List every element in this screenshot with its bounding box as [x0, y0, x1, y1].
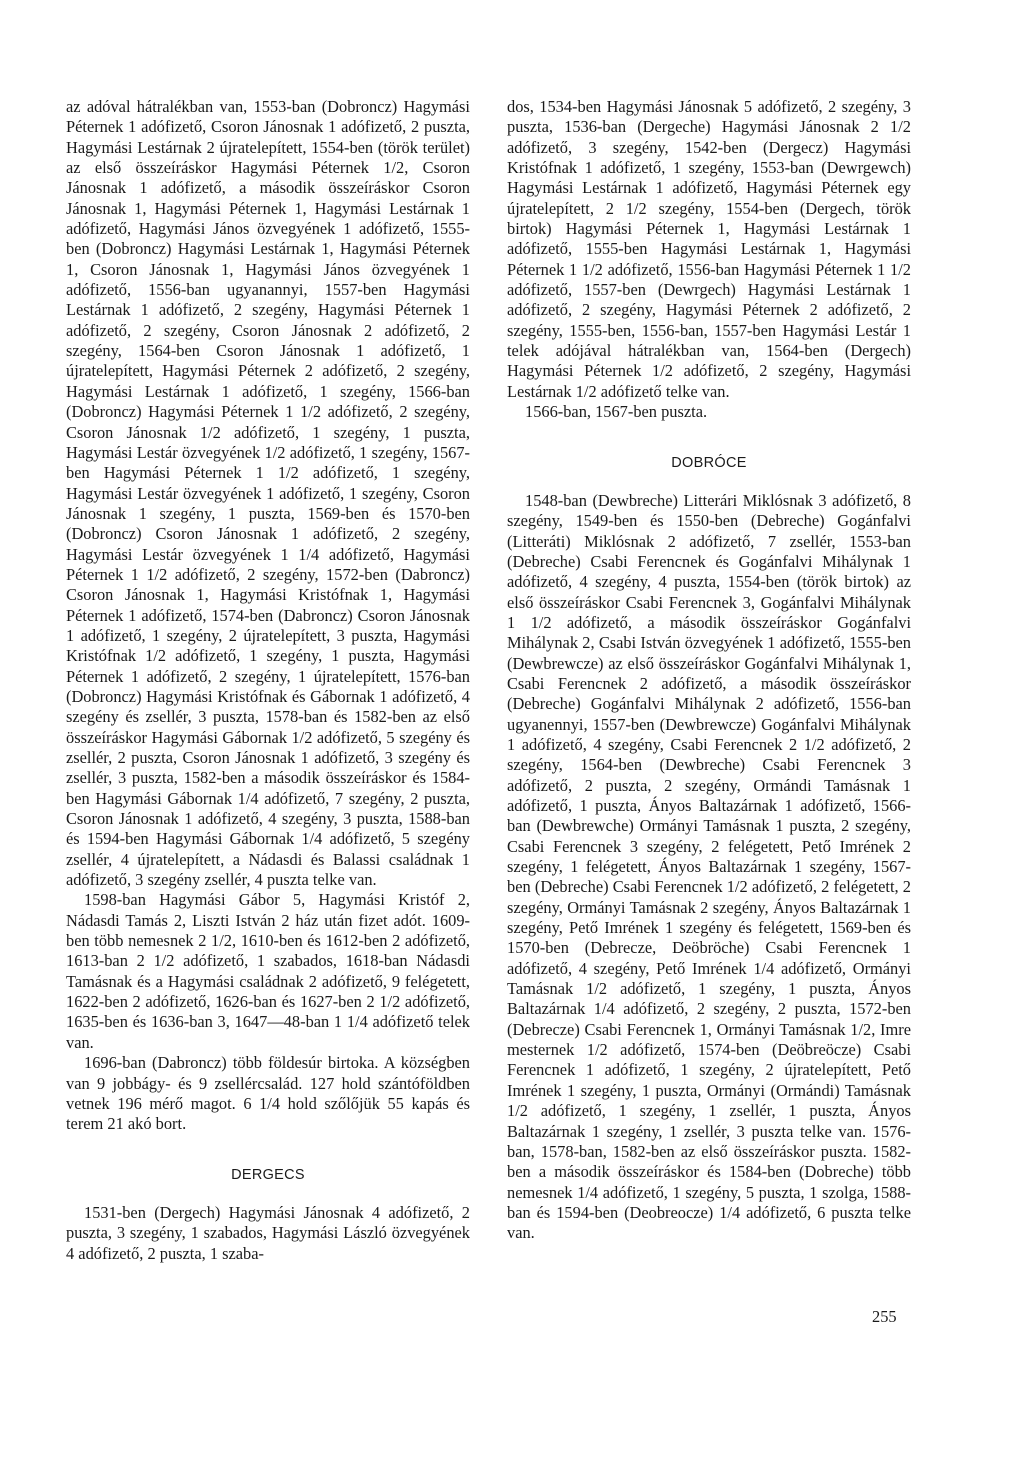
section-heading-dobroce: DOBRÓCE — [671, 454, 747, 471]
paragraph-dergecs-continued: dos, 1534-ben Hagymási Jánosnak 5 adófizető, 2 szegény, 3 puszta, 1536-ban (Dergeche) Hagymási Jánosnak 2 1/2 adófizető, 3 szegény, 1542-ben (Dergecz) Hagymási Kristófnak 1 adófizető, 1 szegény, 1553-ban (Dewrgewch) Hagymási Lestárnak 1 adófizető, Hagymási Péternek egy újratelepített, 2 1/2 szegény, 1554-ben (Dergech, török birtok) Hagymási Péternek 1, Hagymási Lestárnak 1 adófizető, 1555-ben Hagymási Lestárnak 1, Hagymási Péternek 1 1/2 adófizető, 1556-ban Hagymási Péternek 1 1/2 adófizető, 1557-ben (Dewrgech) Hagymási Lestárnak 1 adófizető, 2 szegény, Hagymási Péternek 2 adófizető, 2 szegény, 1555-ben, 1556-ban, 1557-ben Hagymási Lestár 1 telek adójával hátralékban van, 1564-ben (Dergech) Hagymási Péternek 1/2 adófizető, 2 szegény, Hagymási Lestárnak 1/2 adófizető telke van. — [507, 97, 911, 401]
page-number: 255 — [872, 1307, 897, 1326]
paragraph-dobroncz-1598: 1598-ban Hagymási Gábor 5, Hagymási Kristóf 2, Nádasdi Tamás 2, Liszti István 2 ház után fizet adót. 1609-ben több nemesnek 2 1/2, 1610-ben és 1612-ben 2 adófizető, 1613-ban 2 1/2 adófizető, 1 szabados, 1618-ban Nádasdi Tamásnak és a Hagymási családnak 2 adófizető, 9 felégetett, 1622-ben 2 adófizető, 1626-ban és 1627-ben 2 1/2 adófizető, 1635-ben és 1636-ban 3, 1647—48-ban 1 1/4 adófizető telek van. — [66, 890, 470, 1052]
paragraph-dergecs-1566: 1566-ban, 1567-ben puszta. — [525, 402, 708, 422]
right-column — [507, 97, 911, 1244]
section-heading-dergecs: DERGECS — [231, 1166, 305, 1183]
paragraph-dobroce-1548: 1548-ban (Dewbreche) Litterári Miklósnak 3 adófizető, 8 szegény, 1549-ben és 1550-ben (Debreche) Gogánfalvi (Litteráti) Miklósnak 2 adófizető, 7 zsellér, 1553-ban (Debreche) Csabi Ferencnek és Gogánfalvi Mihálynak 1 adófizető, 4 szegény, 4 puszta, 1554-ben (török birtok) az első összeíráskor Csabi Ferencnek 3, Gogánfalvi Mihálynak 1 1/2 adófizető, a második összeíráskor Gogánfalvi Mihálynak 2, Csabi István özvegyének 1 adófizető, 1555-ben (Dewbrewcze) az első összeíráskor Gogánfalvi Mihálynak 1, Csabi Ferencnek 2 adófizető, a második összeíráskor (Debreche) Gogánfalvi Mihálynak 2 adófizető, 1556-ban ugyanennyi, 1557-ben (Dewbrewcze) Gogánfalvi Mihálynak 1 adófizető, 4 szegény, Csabi Ferencnek 2 1/2 adófizető, 2 szegény, 1564-ben (Dewbreche) Csabi Ferencnek 3 adófizető, 2 puszta, 2 szegény, Ormándi Tamásnak 1 adófizető, 1 puszta, Ányos Baltazárnak 1 adófizető, 1566-ban (Dewbrewche) Ormányi Tamásnak 1 puszta, 2 szegény, Csabi Ferencnek 3 szegény, 2 felégetett, Pető Imrének 2 szegény, 1 felégetett, Ányos Baltazárnak 1 szegény, 1567-ben (Debreche) Csabi Ferencnek 1/2 adófizető, 2 felégetett, 2 szegény, Ormányi Tamásnak 2 szegény, Ányos Baltazárnak 1 szegény, Pető Imrének 1 szegény és felégetett, 1569-ben és 1570-ben (Debrecze, Deöbröche) Csabi Ferencnek 1 adófizető, 4 szegény, Pető Imrének 1/4 adófizető, Ormányi Tamásnak 1/2 adófizető, 1 szegény, 1 puszta, Ányos Baltazárnak 1/4 adófizető, 2 szegény, 2 puszta, 1572-ben (Debrecze) Csabi Ferencnek 1, Ormányi Tamásnak 1/2, Imre mesternek 1/2 adófizető, 1574-ben (Deöbreöcze) Csabi Ferencnek 1 adófizető, 1 szegény, 2 újratelepített, Pető Imrének 1 szegény, 1 puszta, Ormányi (Ormándi) Tamásnak 1/2 adófizető, 1 szegény, 1 zsellér, 1 puszta, Ányos Baltazárnak 1 szegény, 1 zsellér, 3 puszta telke van. 1576-ban, 1578-ban, 1582-ben az első összeíráskor puszta. 1582-ben a második összeíráskor és 1584-ben (Dobreche) több nemesnek 1/4 adófizető, 1 szegény, 5 puszta, 1 szolga, 1588-ban és 1594-ben (Deobreocze) 1/4 adófizető, 6 puszta telke van. — [507, 490, 911, 1243]
paragraph-dobroncz-continued: az adóval hátralékban van, 1553-ban (Dobroncz) Hagymási Péternek 1 adófizető, Csoron Jánosnak 1 adófizető, 2 puszta, Hagymási Lestárnak 2 újratelepített, 1554-ben (török terület) az első összeíráskor Hagymási Péternek 1/2, Csoron Jánosnak 1 adófizető, a második összeíráskor Csoron Jánosnak 1, Hagymási Péternek 1, Hagymási Lestárnak 1 adófizető, Hagymási János özvegyének 1 adófizető, 1555-ben (Dobroncz) Hagymási Lestárnak 1, Hagymási Péternek 1, Csoron Jánosnak 1, Hagymási János özvegyének 1 adófizető, 1556-ban ugyanannyi, 1557-ben Hagymási Lestárnak 1 adófizető, 2 szegény, Hagymási Péternek 1 adófizető, 2 szegény, Csoron Jánosnak 2 adófizető, 2 szegény, 1564-ben Csoron Jánosnak 1 adófizető, 1 újratelepített, Hagymási Péternek 2 adófizető, 2 szegény, Hagymási Lestárnak 1 adófizető, 1 szegény, 1566-ban (Dobroncz) Hagymási Péternek 1 1/2 adófizető, 2 szegény, Csoron Jánosnak 1/2 adófizető, 1 szegény, 1 puszta, Hagymási Lestár özvegyének 1/2 adófizető, 1 szegény, 1567-ben Hagymási Péternek 1 1/2 adófizető, 1 szegény, Hagymási Lestár özvegyének 1 adófizető, 1 szegény, Csoron Jánosnak 1 szegény, 1 puszta, 1569-ben és 1570-ben (Dobroncz) Csoron Jánosnak 1 adófizető, 2 szegény, Hagymási Lestár özvegyének 1 1/4 adófizető, Hagymási Péternek 1 1/2 adófizető, 2 szegény, 1572-ben (Dabroncz) Csoron Jánosnak 1, Hagymási Kristófnak 1, Hagymási Péternek 1 adófizető, 1574-ben (Dabroncz) Csoron Jánosnak 1 adófizető, 1 szegény, 2 újratelepített, 3 puszta, Hagymási Kristófnak 1/2 adófizető, 1 szegény, 1 puszta, Hagymási Péternek 1 adófizető, 2 szegény, 1 újratelepített, 1576-ban (Dobroncz) Hagymási Kristófnak és Gábornak 1 adófizető, 4 szegény és zsellér, 3 puszta, 1578-ban és 1582-ben az első összeíráskor Hagymási Gábornak 1/2 adófizető, 5 szegény és zsellér, 2 puszta, Csoron Jánosnak 1 adófizető, 3 szegény és zsellér, 3 puszta, 1582-ben a második összeíráskor és 1584-ben Hagymási Gábornak 1/4 adófizető, 7 szegény, 2 puszta, Csoron Jánosnak 1 adófizető, 4 szegény, 3 puszta, 1588-ban és 1594-ben Hagymási Gábornak 1/4 adófizető, 5 szegény zsellér, 4 újratelepített, a Nádasdi és Balassi családnak 1 adófizető, 3 szegény zsellér, 4 puszta telke van. — [66, 97, 470, 890]
left-column — [66, 97, 470, 1264]
paragraph-dergecs-1531: 1531-ben (Dergech) Hagymási Jánosnak 4 adófizető, 2 puszta, 3 szegény, 1 szabados, Hagymási László özvegyének 4 adófizető, 2 puszta, 1 szaba- — [66, 1202, 470, 1263]
paragraph-dobroncz-1696: 1696-ban (Dabroncz) több földesúr birtoka. A községben van 9 jobbágy- és 9 zsellércsalád. 127 hold szántóföldben vetnek 196 mérő magot. 6 1/4 hold szőlőjük 55 kapás és terem 21 akó bort. — [66, 1053, 470, 1134]
